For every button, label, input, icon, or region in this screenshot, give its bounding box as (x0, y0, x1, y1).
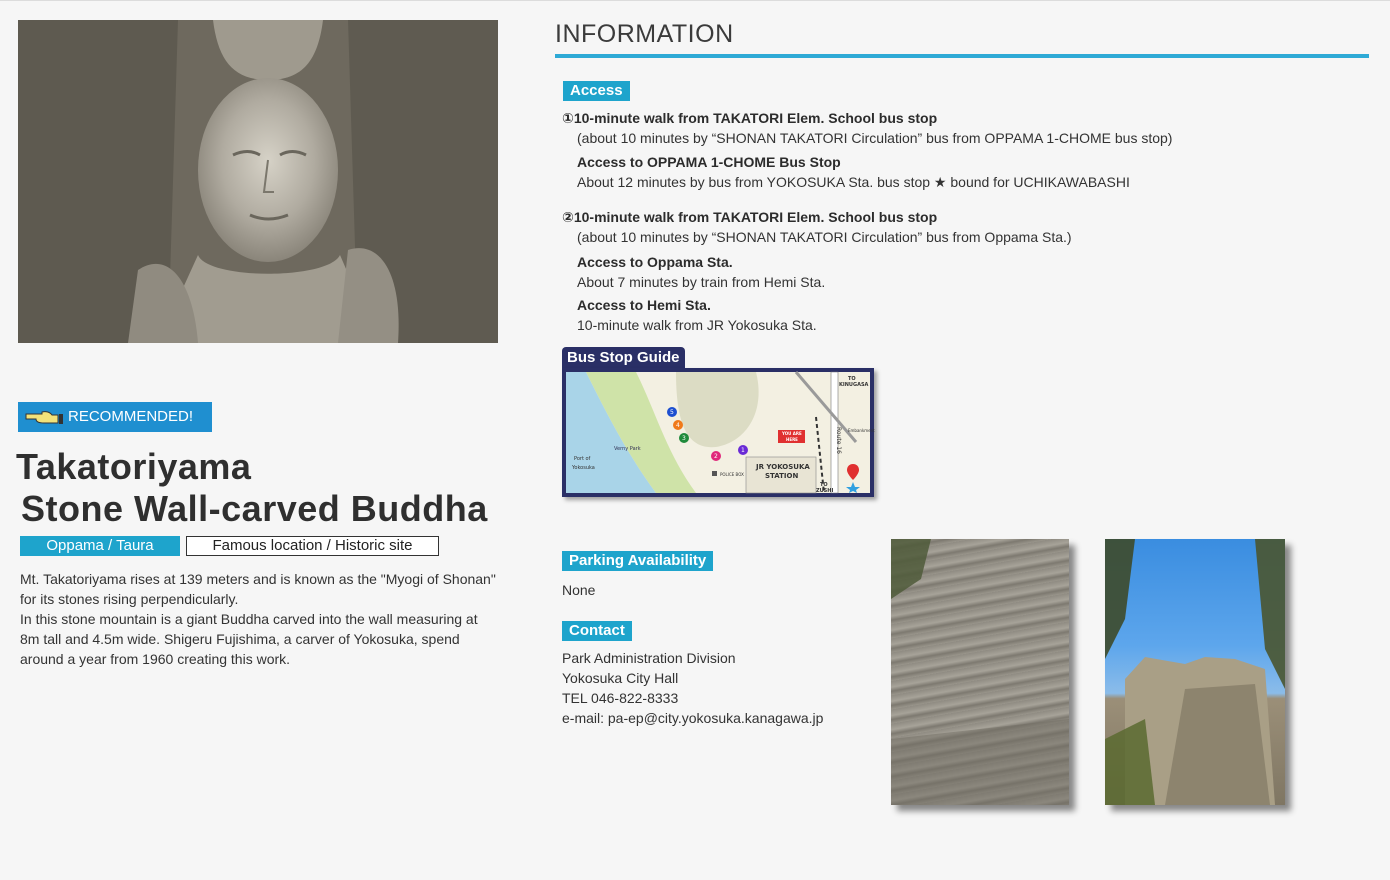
photo-cliff-sky (1105, 539, 1285, 805)
route2-sub1-title: Access to Oppama Sta. (577, 254, 733, 270)
photo-stone-wall (891, 539, 1069, 805)
contact-label: Contact (562, 621, 632, 641)
access-route-1 (562, 108, 1342, 192)
title-line-2: Stone Wall-carved Buddha (21, 488, 488, 529)
map-label-route: Route 16 (835, 427, 842, 454)
route2-title: ②10-minute walk from TAKATORI Elem. School bus stop (562, 209, 938, 225)
route2-sub1-text: About 7 minutes by train from Hemi Sta. (577, 274, 826, 290)
contact-line: Park Administration Division (562, 650, 736, 666)
category-tag[interactable]: Famous location / Historic site (186, 536, 439, 556)
contact-line: Yokosuka City Hall (562, 670, 679, 686)
contact-email[interactable]: e-mail: pa-ep@city.yokosuka.kanagawa.jp (562, 710, 824, 726)
map-label-park: Verny Park (614, 446, 641, 452)
access-label: Access (563, 81, 630, 101)
description-paragraph: In this stone mountain is a giant Buddha carved into the wall measuring at 8m tall and 4.5m wide. Shigeru Fujishima, a carver of Yokosuka, spend around a year from 1960 creating this work. (20, 611, 478, 667)
route2-sub2-text: 10-minute walk from JR Yokosuka Sta. (577, 317, 817, 333)
description-paragraph: Mt. Takatoriyama rises at 139 meters and is known as the "Myogi of Shonan" for its stones rising perpendicularly. (20, 571, 496, 607)
map-label-zushi: TO (820, 482, 828, 488)
map-label-zushi-2: ZUSHI (816, 488, 834, 494)
map-label-kinugasa-2: KINUGASA (839, 382, 869, 388)
route2-sub2-title: Access to Hemi Sta. (577, 297, 711, 313)
area-tag[interactable]: Oppama / Taura (20, 536, 180, 556)
map-label-here: YOU ARE (782, 431, 802, 436)
recommended-badge (18, 402, 212, 432)
police-box-icon (712, 471, 717, 476)
parking-label: Parking Availability (562, 551, 713, 571)
route1-sub-text: About 12 minutes by bus from YOKOSUKA Sta. bus stop ★ bound for UCHIKAWABASHI (577, 174, 1130, 190)
recommended-label: RECOMMENDED! (68, 408, 194, 425)
map-label-embankment: Embankment (848, 428, 875, 433)
contact-phone[interactable]: TEL 046-822-8333 (562, 690, 679, 706)
page-title (16, 446, 506, 530)
pointing-hand-icon (24, 409, 64, 425)
bus-stop-5[interactable]: 5 (670, 409, 674, 416)
map-label-port: Port of (574, 456, 591, 462)
route1-sub-title: Access to OPPAMA 1-CHOME Bus Stop (577, 154, 841, 170)
bus-stop-map[interactable] (562, 368, 874, 497)
description (20, 569, 500, 669)
map-label-kinugasa: TO (848, 376, 856, 382)
parking-value: None (562, 582, 596, 598)
top-divider (0, 0, 1390, 1)
contact-block (562, 648, 823, 728)
bus-stop-3[interactable]: 3 (682, 435, 686, 442)
bus-stop-2[interactable]: 2 (714, 453, 718, 460)
map-label-port-2: Yokosuka (572, 465, 595, 471)
title-line-1: Takatoriyama (16, 446, 252, 487)
map-label-station-2: STATION (765, 472, 799, 480)
map-label-police: POLICE BOX (720, 472, 744, 477)
bus-stop-1[interactable]: 1 (741, 447, 745, 454)
bus-stop-4[interactable]: 4 (676, 422, 680, 429)
map-label-station: JR YOKOSUKA (756, 463, 810, 471)
bus-stop-guide[interactable] (562, 347, 874, 497)
map-label-here-2: HERE (786, 437, 798, 442)
bus-stop-guide-tab: Bus Stop Guide (562, 347, 685, 369)
hero-image-buddha (18, 20, 498, 343)
information-heading: INFORMATION (555, 20, 734, 48)
information-divider (555, 54, 1369, 58)
route1-note: (about 10 minutes by “SHONAN TAKATORI Circulation” bus from OPPAMA 1-CHOME bus stop) (577, 130, 1173, 146)
access-route-2 (562, 207, 1342, 335)
route2-note: (about 10 minutes by “SHONAN TAKATORI Circulation” bus from Oppama Sta.) (577, 229, 1072, 245)
route1-title: ①10-minute walk from TAKATORI Elem. School bus stop (562, 110, 938, 126)
